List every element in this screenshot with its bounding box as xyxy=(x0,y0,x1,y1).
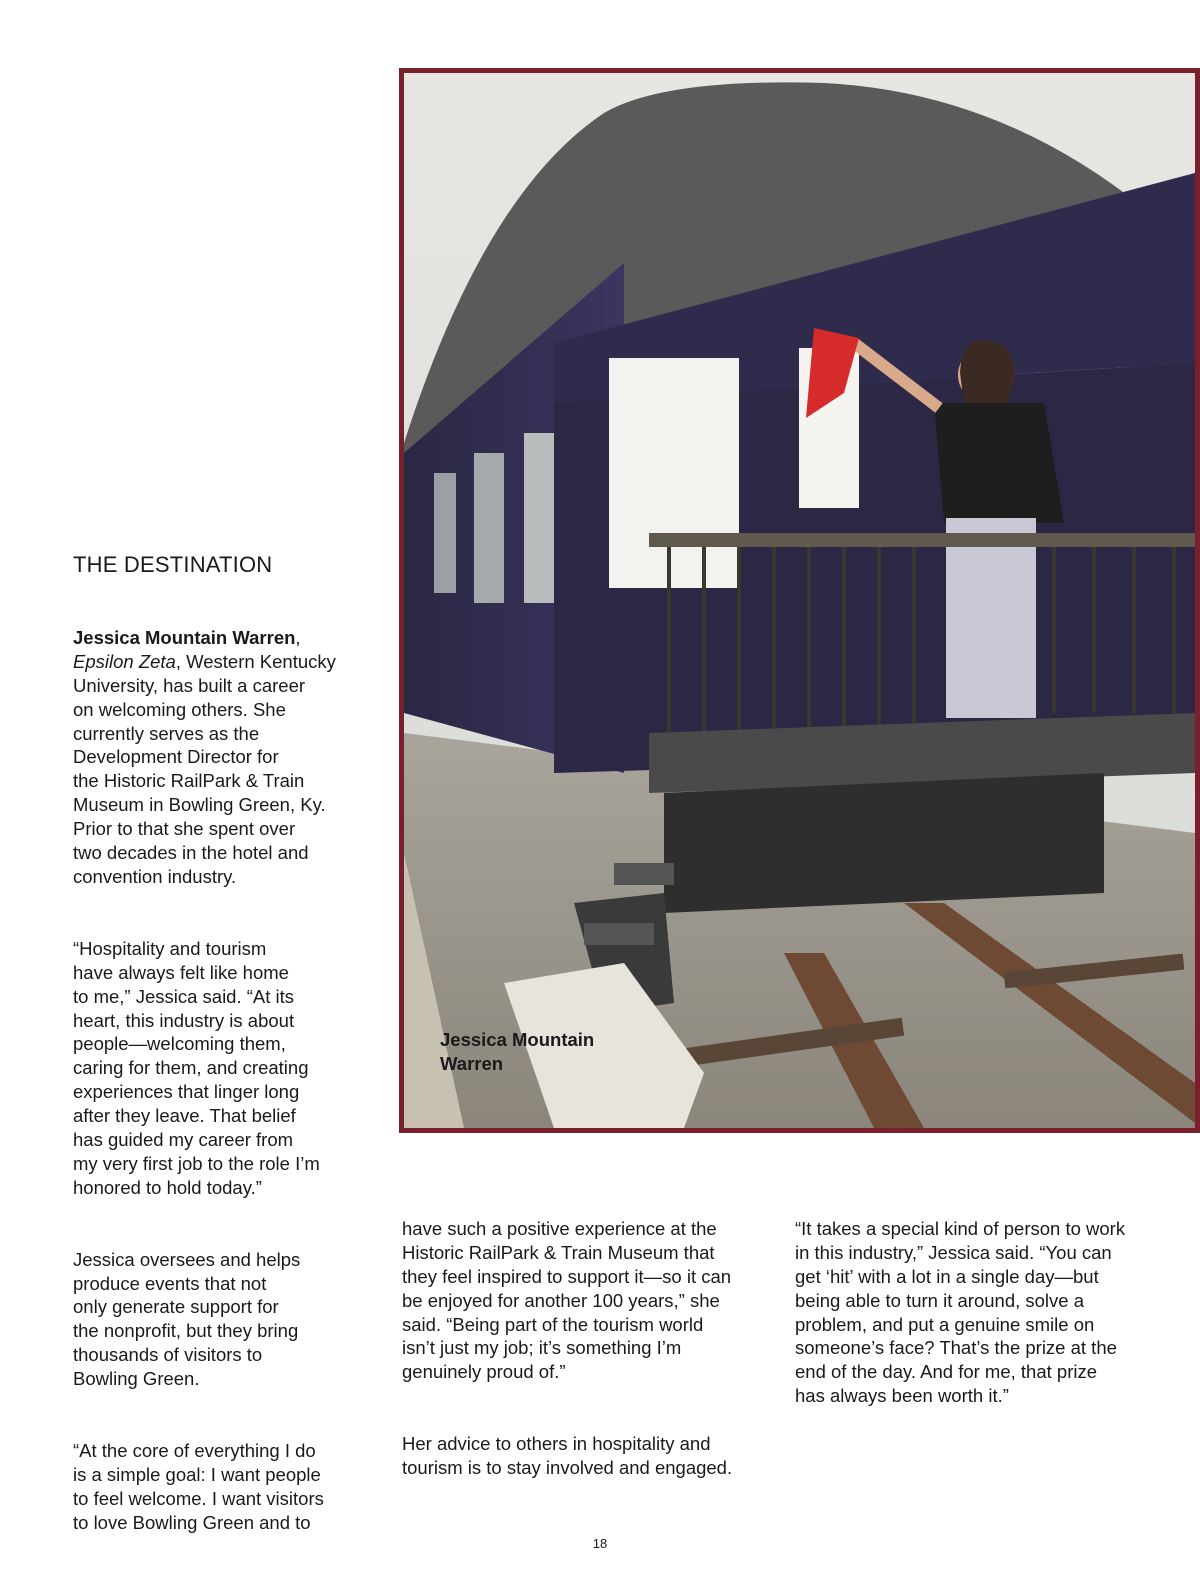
paragraph-4: “At the core of everything I do is a simple goal: I want people to feel welcome. I want visitors to love Bowling Green and to xyxy=(73,1440,324,1533)
intro-paragraph xyxy=(73,626,363,889)
paragraph-7: “It takes a special kind of person to work in this industry,” Jessica said. “You can get ‘hit’ with a lot in a single day—but being able to turn it around, solve a problem, and put a genuine smile on someone’s face? That’s the prize at the end of the day. And for me, that prize has always been worth it.” xyxy=(795,1217,1126,1407)
train-car-illustration xyxy=(404,73,1195,1128)
chapter-name: Epsilon Zeta xyxy=(73,650,176,672)
subject-name: Jessica Mountain Warren xyxy=(73,626,296,648)
train-photo xyxy=(399,68,1200,1133)
intro-text: , Western Kentucky University, has built a career on welcoming others. She currently serves as the Development Director for the Historic RailPark & Train Museum in Bowling Green, Ky. Prior to that she spent over two decades in the hotel and convention industry. xyxy=(73,650,336,887)
article-column-2 xyxy=(402,1193,772,1528)
paragraph-5: have such a positive experience at the Historic RailPark & Train Museum that they feel inspired to support it—so it can be enjoyed for another 100 years,” she said. “Being part of the tourism world isn’t just my job; it’s something I’m genuinely proud of.” xyxy=(402,1217,732,1383)
article-column-1 xyxy=(73,602,363,1583)
article-column-3 xyxy=(795,1193,1170,1456)
paragraph-3: Jessica oversees and helps produce events that not only generate support for the nonprofit, but they bring thousands of visitors to Bowling Green. xyxy=(73,1248,301,1390)
photo-caption: Jessica Mountain Warren xyxy=(440,1029,595,1074)
intro-comma: , xyxy=(295,626,301,648)
section-heading: THE DESTINATION xyxy=(73,552,273,577)
page-number: 18 xyxy=(592,1536,608,1551)
paragraph-6: Her advice to others in hospitality and tourism is to stay involved and engaged. xyxy=(402,1433,733,1479)
paragraph-2: “Hospitality and tourism have always felt like home to me,” Jessica said. “At its heart, this industry is about people—welcoming them, caring for them, and creating experiences that linger long after they leave. That belief has guided my career from my very first job to the role I’m honored to hold today.” xyxy=(73,937,320,1198)
